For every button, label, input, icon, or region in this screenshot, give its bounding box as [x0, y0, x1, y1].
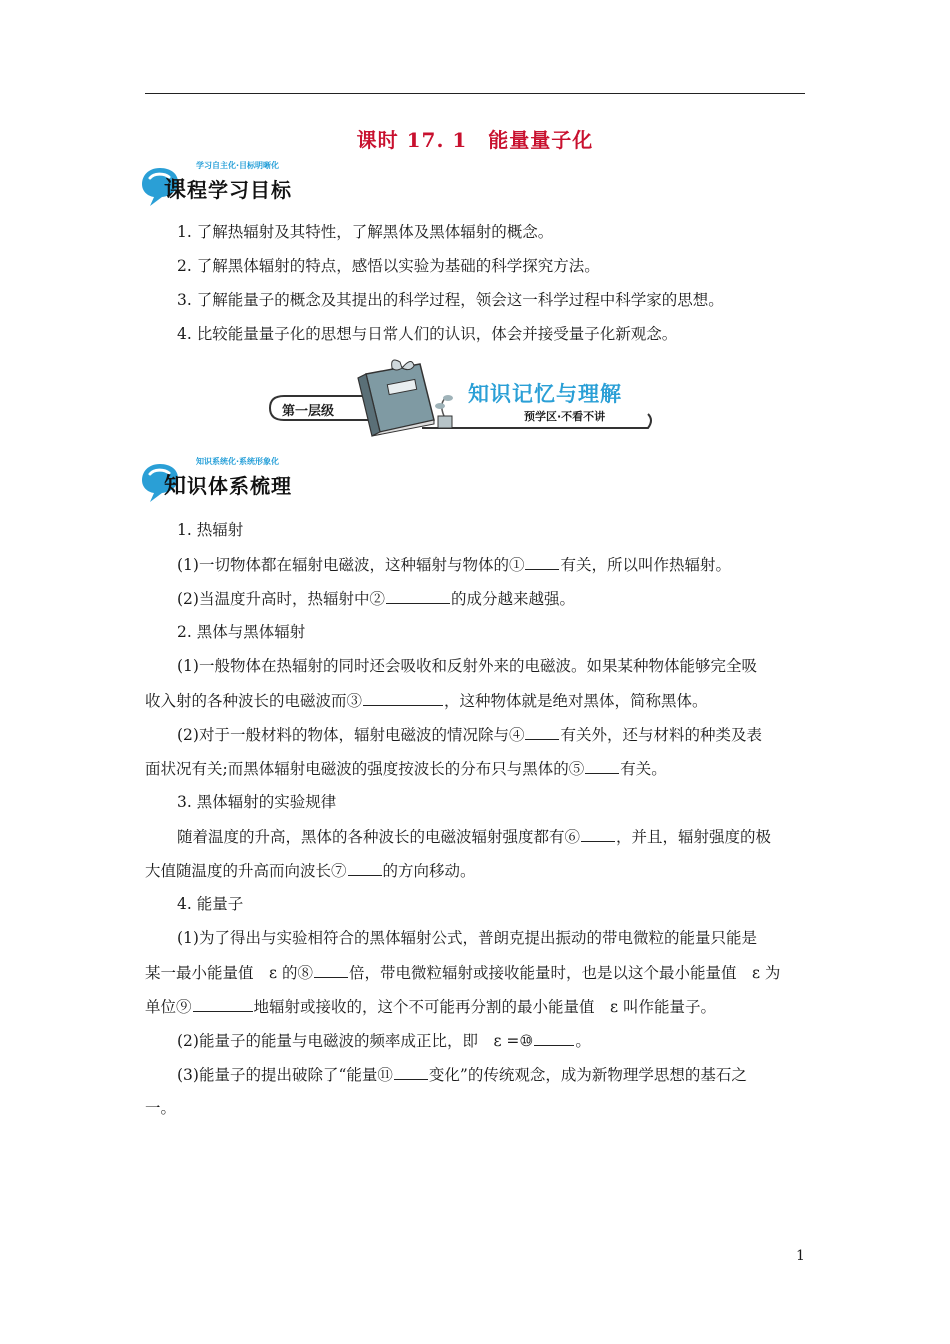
- paragraph-line: 收入射的各种波长的电磁波而③ ，这种物体就是绝对黑体，简称黑体。: [145, 692, 708, 710]
- section-header-goals: [140, 160, 380, 220]
- goal-item: 1. 了解热辐射及其特性，了解黑体及黑体辐射的概念。: [177, 223, 554, 241]
- goal-item: 3. 了解能量子的概念及其提出的科学过程，领会这一科学过程中科学家的思想。: [177, 291, 724, 309]
- banner-subtitle: 预学区·不看不讲: [524, 410, 606, 423]
- page-title: 课时 17. 1 能量量子化: [356, 128, 594, 152]
- paragraph-line: (2)当温度升高时，热辐射中② 的成分越来越强。: [177, 590, 575, 608]
- goal-item: 2. 了解黑体辐射的特点，感悟以实验为基础的科学探究方法。: [177, 257, 600, 275]
- section-tagline: 知识系统化·系统形象化: [196, 457, 280, 466]
- paragraph-line: (3)能量子的提出破除了“能量⑪ 变化”的传统观念，成为新物理学思想的基石之: [177, 1066, 747, 1084]
- heading-experimental-law: 3. 黑体辐射的实验规律: [177, 793, 337, 811]
- fill-blank-11[interactable]: [394, 1064, 428, 1080]
- book-icon: [358, 364, 434, 436]
- goal-item: 4. 比较能量量子化的思想与日常人们的认识，体会并接受量子化新观念。: [177, 325, 678, 343]
- paragraph-line: (1)一切物体都在辐射电磁波，这种辐射与物体的① 有关，所以叫作热辐射。: [177, 556, 731, 574]
- heading-blackbody: 2. 黑体与黑体辐射: [177, 623, 306, 641]
- paragraph-line: 面状况有关;而黑体辐射电磁波的强度按波长的分布只与黑体的⑤ 有关。: [145, 760, 667, 778]
- banner-title: 知识记忆与理解: [468, 382, 622, 406]
- section-header-knowledge: [140, 456, 380, 516]
- paragraph-line: 单位⑨ 地辐射或接收的，这个不可能再分割的最小能量值 ε 叫作能量子。: [145, 998, 716, 1016]
- fill-blank-5[interactable]: [585, 758, 619, 774]
- fill-blank-8[interactable]: [314, 962, 348, 978]
- paragraph-line: 大值随温度的升高而向波长⑦ 的方向移动。: [145, 862, 476, 880]
- fill-blank-3[interactable]: [363, 690, 443, 706]
- paragraph-line: 一。: [145, 1099, 177, 1117]
- fill-blank-7[interactable]: [348, 860, 382, 876]
- fill-blank-2[interactable]: [386, 588, 450, 604]
- heading-energy-quantum: 4. 能量子: [177, 895, 244, 913]
- paragraph-line: 随着温度的升高，黑体的各种波长的电磁波辐射强度都有⑥ ，并且，辐射强度的极: [177, 828, 772, 846]
- butterfly-icon: [392, 360, 414, 370]
- fill-blank-10[interactable]: [534, 1030, 574, 1046]
- paragraph-line: (2)能量子的能量与电磁波的频率成正比，即 ε =⑩ 。: [177, 1032, 591, 1050]
- level-banner: [262, 358, 662, 442]
- fill-blank-6[interactable]: [581, 826, 615, 842]
- plant-icon: [435, 395, 453, 428]
- header-rule: [145, 93, 805, 94]
- fill-blank-1[interactable]: [525, 554, 559, 570]
- fill-blank-9[interactable]: [193, 996, 253, 1012]
- fill-blank-4[interactable]: [525, 724, 559, 740]
- section-title: 知识体系梳理: [164, 474, 293, 499]
- section-tagline: 学习自主化·目标明晰化: [196, 161, 280, 170]
- paragraph-line: (1)一般物体在热辐射的同时还会吸收和反射外来的电磁波。如果某种物体能够完全吸: [177, 657, 757, 675]
- paragraph-line: (1)为了得出与实验相符合的黑体辐射公式，普朗克提出振动的带电微粒的能量只能是: [177, 929, 757, 947]
- paragraph-line: (2)对于一般材料的物体，辐射电磁波的情况除与④ 有关外，还与材料的种类及表: [177, 726, 762, 744]
- section-title: 课程学习目标: [164, 178, 293, 203]
- heading-thermal-radiation: 1. 热辐射: [177, 521, 244, 539]
- level-label: 第一层级: [282, 404, 335, 419]
- page-number: 1: [796, 1248, 805, 1264]
- paragraph-line: 某一最小能量值 ε 的⑧ 倍，带电微粒辐射或接收能量时，也是以这个最小能量值 ε 为: [145, 964, 781, 982]
